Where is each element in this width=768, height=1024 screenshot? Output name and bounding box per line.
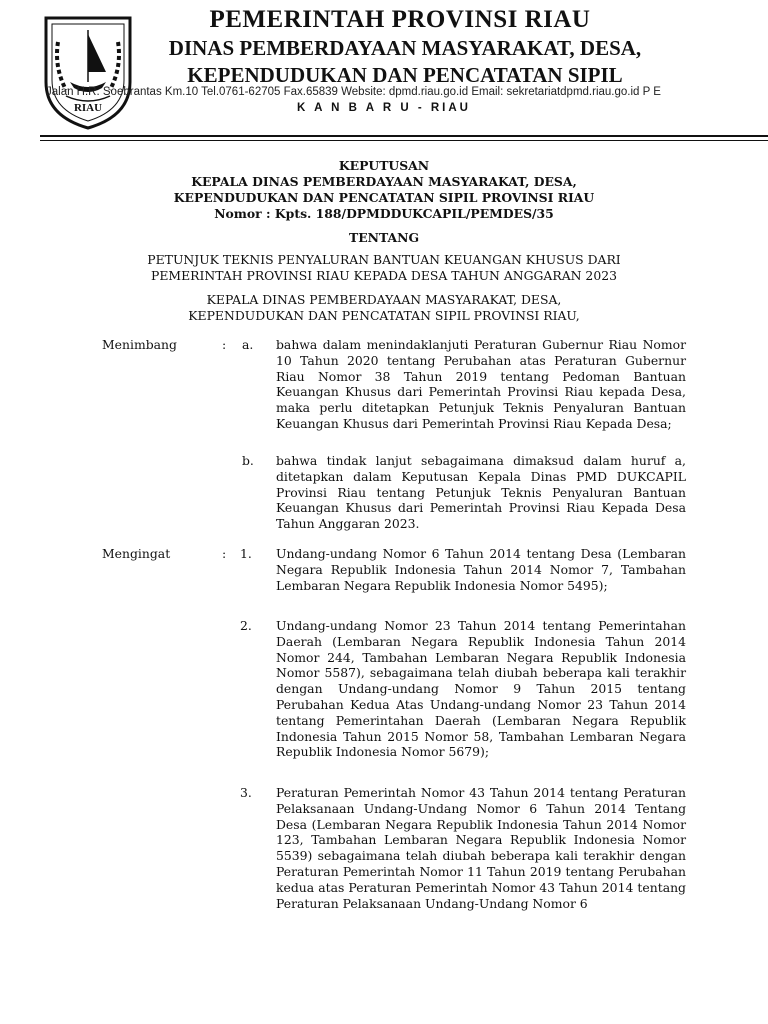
letterhead-rule-thick bbox=[40, 135, 768, 137]
riau-emblem-icon bbox=[40, 12, 136, 132]
letterhead-government: PEMERINTAH PROVINSI RIAU bbox=[209, 6, 591, 33]
mengingat-marker-1: 1. bbox=[240, 546, 252, 561]
letterhead-address: Jalan H.R. Soebrantas Km.10 Tel.0761-62705 Fax.65839 Website: dpmd.riau.go.id Email: sekretariatdpmd.riau.go.id P E bbox=[46, 86, 661, 98]
mengingat-item-1: Undang-undang Nomor 6 Tahun 2014 tentang Desa (Lembaran Negara Republik Indonesia Tahun 2014 Nomor 7, Tambahan Lembaran Negara Republik Indonesia Nomor 5495); bbox=[276, 546, 686, 593]
decree-authority-line1: KEPALA DINAS PEMBERDAYAAN MASYARAKAT, DESA, bbox=[206, 292, 562, 307]
mengingat-colon: : bbox=[222, 546, 227, 561]
decree-type: KEPUTUSAN bbox=[338, 158, 430, 173]
mengingat-label: Mengingat bbox=[102, 546, 171, 561]
decree-issuer-line2: KEPENDUDUKAN DAN PENCATATAN SIPIL PROVINSI RIAU bbox=[173, 190, 595, 205]
letterhead-agency-line1: DINAS PEMBERDAYAAN MASYARAKAT, DESA, bbox=[168, 36, 642, 60]
menimbang-item-a: bahwa dalam menindaklanjuti Peraturan Gubernur Riau Nomor 10 Tahun 2020 tentang Perubahan atas Peraturan Gubernur Riau Nomor 38 Tahun 2019 tentang Pedoman Bantuan Keuangan Khusus dari Pemerintah Provinsi Riau kepada Desa, maka perlu ditetapkan Petunjuk Teknis Penyaluran Bantuan Keuangan Khusus dari Pemerintah Provinsi Riau Kepada Desa; bbox=[276, 337, 686, 431]
mengingat-item-3: Peraturan Pemerintah Nomor 43 Tahun 2014 tentang Peraturan Pelaksanaan Undang-Undang Nomor 6 Tahun 2014 Tentang Desa (Lembaran Negara Republik Indonesia Tahun 2014 Nomor 123, Tambahan Lembaran Negara Republik Indonesia Nomor 5539) sebagaimana telah diubah beberapa kali terakhir dengan Peraturan Pemerintah Nomor 11 Tahun 2019 tentang Perubahan kedua atas Peraturan Pemerintah Nomor 43 Tahun 2014 tentang Peraturan Pelaksanaan Undang-Undang Nomor 6 bbox=[276, 785, 686, 911]
emblem-text: RIAU bbox=[73, 102, 103, 114]
menimbang-marker-b: b. bbox=[242, 453, 254, 468]
letterhead-city: K A N B A R U - RIAU bbox=[297, 102, 471, 114]
menimbang-colon: : bbox=[222, 337, 227, 352]
menimbang-label: Menimbang bbox=[102, 337, 177, 352]
menimbang-marker-a: a. bbox=[242, 337, 254, 352]
decree-subject-line2: PEMERINTAH PROVINSI RIAU KEPADA DESA TAHUN ANGGARAN 2023 bbox=[151, 268, 617, 283]
decree-subject-line1: PETUNJUK TEKNIS PENYALURAN BANTUAN KEUANGAN KHUSUS DARI bbox=[147, 252, 621, 267]
decree-authority-line2: KEPENDUDUKAN DAN PENCATATAN SIPIL PROVINSI RIAU, bbox=[188, 308, 580, 323]
letterhead-rule-thin bbox=[40, 140, 768, 141]
menimbang-item-b: bahwa tindak lanjut sebagaimana dimaksud dalam huruf a, ditetapkan dalam Keputusan Kepala Dinas PMD DUKCAPIL Provinsi Riau tentang Petunjuk Teknis Penyaluran Bantuan Keuangan Khusus dari Pemerintah Provinsi Riau Kepada Desa Tahun Anggaran 2023. bbox=[276, 453, 686, 532]
mengingat-marker-3: 3. bbox=[240, 785, 252, 800]
decree-about-label: TENTANG bbox=[348, 230, 420, 245]
decree-issuer-line1: KEPALA DINAS PEMBERDAYAAN MASYARAKAT, DESA, bbox=[191, 174, 577, 189]
decree-number: Nomor : Kpts. 188/DPMDDUKCAPIL/PEMDES/35 bbox=[214, 206, 554, 221]
mengingat-marker-2: 2. bbox=[240, 618, 252, 633]
mengingat-item-2: Undang-undang Nomor 23 Tahun 2014 tentang Pemerintahan Daerah (Lembaran Negara Republik Indonesia Tahun 2014 Nomor 244, Tambahan Lembaran Negara Republik Indonesia Nomor 5587), sebagaimana telah diubah beberapa kali terakhir dengan Undang-undang Nomor 9 Tahun 2015 tentang Perubahan Kedua Atas Undang-undang Nomor 23 Tahun 2014 tentang Pemerintahan Daerah (Lembaran Negara Republik Indonesia Tahun 2015 Nomor 58, Tambahan Lembaran Negara Republik Indonesia Nomor 5679); bbox=[276, 618, 686, 760]
letterhead-agency-line2: KEPENDUDUKAN DAN PENCATATAN SIPIL bbox=[187, 63, 623, 87]
